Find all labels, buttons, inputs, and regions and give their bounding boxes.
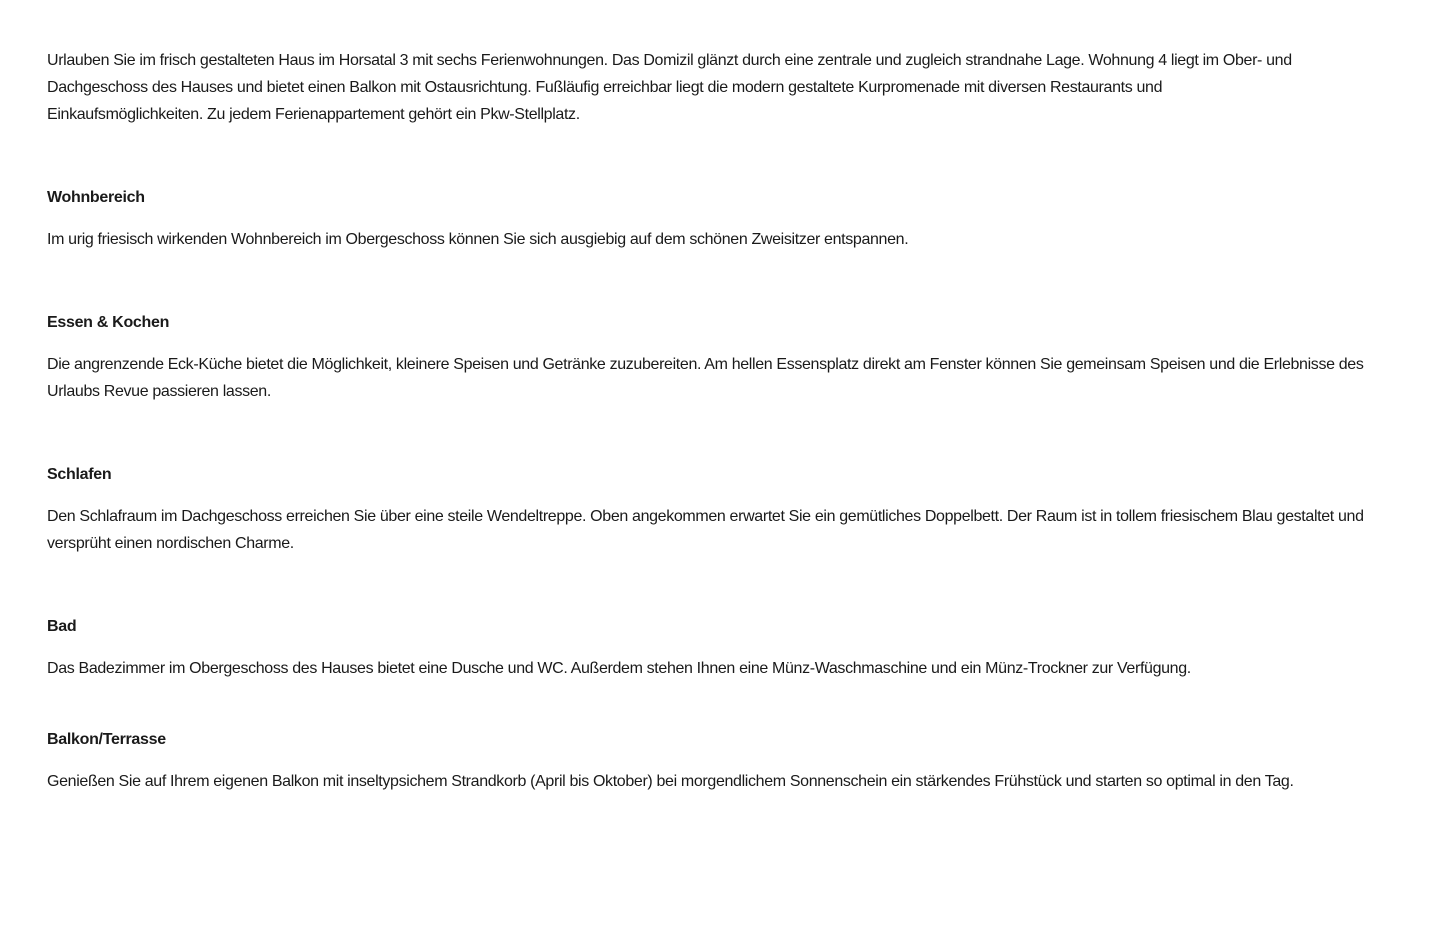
section-bad (47, 613, 1387, 682)
section-heading: Schlafen (47, 466, 112, 483)
section-essen-kochen (47, 309, 1387, 405)
intro-paragraph: Urlauben Sie im frisch gestalteten Haus im Horsatal 3 mit sechs Ferienwohnungen. Das Domizil glänzt durch eine zentrale und zugleich strandnahe Lage. Wohnung 4 liegt im Ober- und Dachgeschoss des Hauses und bietet einen Balkon mit Ostausrichtung. Fußläufig erreichbar liegt die modern gestaltete Kurpromenade mit diversen Restaurants und Einkaufsmöglichkeiten. Zu jedem Ferienappartement gehört ein Pkw-Stellplatz. (47, 52, 1292, 123)
section-heading: Bad (47, 618, 77, 635)
section-text: Den Schlafraum im Dachgeschoss erreichen Sie über eine steile Wendeltreppe. Oben angekommen erwartet Sie ein gemütliches Doppelbett. Der Raum ist in tollem friesischem Blau gestaltet und versprüht einen nordischen Charme. (47, 508, 1364, 552)
section-heading: Balkon/Terrasse (47, 731, 166, 748)
document-body (47, 47, 1387, 851)
section-text: Im urig friesisch wirkenden Wohnbereich im Obergeschoss können Sie sich ausgiebig auf dem schönen Zweisitzer entspannen. (47, 231, 909, 248)
section-text: Die angrenzende Eck-Küche bietet die Möglichkeit, kleinere Speisen und Getränke zuzubereiten. Am hellen Essensplatz direkt am Fenster können Sie gemeinsam Speisen und die Erlebnisse des Urlaubs Revue passieren lassen. (47, 356, 1364, 400)
section-text: Das Badezimmer im Obergeschoss des Hauses bietet eine Dusche und WC. Außerdem stehen Ihnen eine Münz-Waschmaschine und ein Münz-Trockner zur Verfügung. (47, 660, 1191, 677)
section-schlafen (47, 461, 1387, 557)
section-heading: Essen & Kochen (47, 314, 170, 331)
section-wohnbereich (47, 184, 1387, 253)
section-heading: Wohnbereich (47, 189, 145, 206)
section-text: Genießen Sie auf Ihrem eigenen Balkon mit inseltypsichem Strandkorb (April bis Oktober) bei morgendlichem Sonnenschein ein stärkendes Frühstück und starten so optimal in den Tag. (47, 773, 1294, 790)
section-balkon-terrasse (47, 726, 1387, 795)
